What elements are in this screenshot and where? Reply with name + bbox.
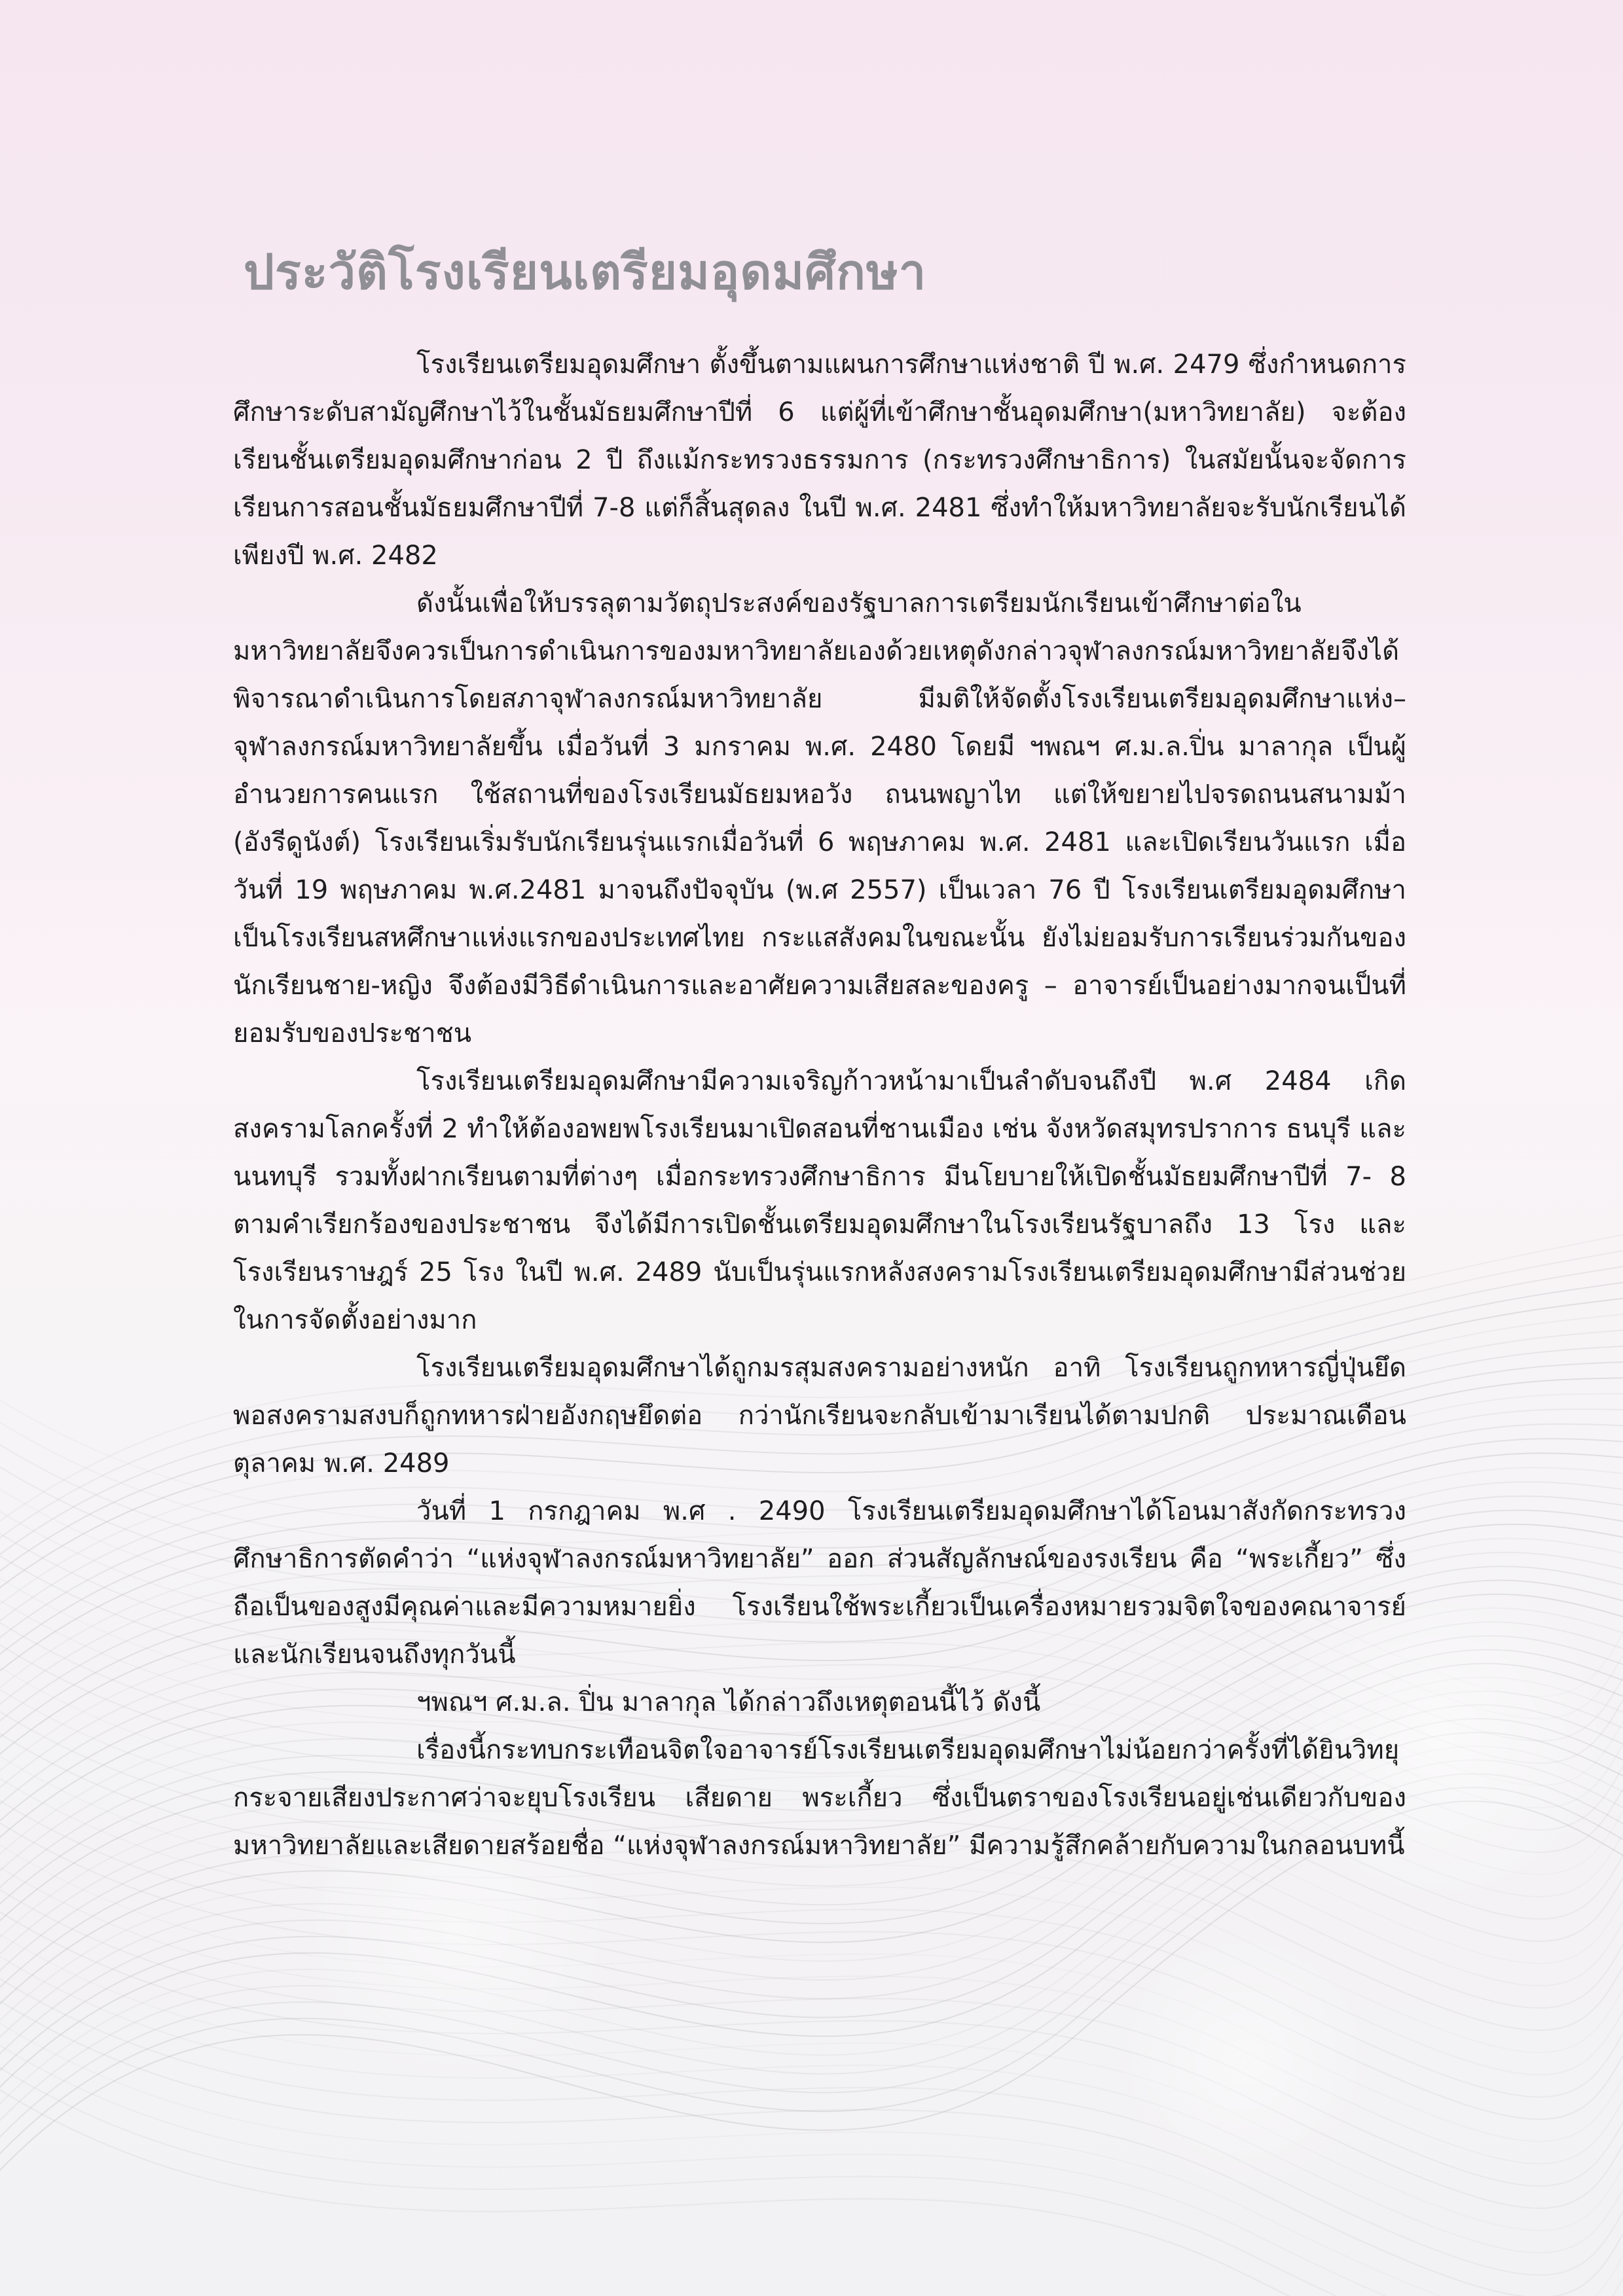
wave-line [0, 2020, 1623, 2296]
paragraph-transfer: วันที่ 1 กรกฎาคม พ.ศ . 2490 โรงเรียนเตรียมอุดมศึกษาได้โอนมาสังกัดกระทรวงศึกษาธิการตัดคำว่า “แห่งจุฬาลงกรณ์มหาวิทยาลัย” ออก ส่วนสัญลักษณ์ของรงเรียน คือ “พระเกี้ยว” ซึ่งถือเป็นของสูงมีคุณค่าและมีความหมายยิ่ง โรงเรียนใช้พระเกี้ยวเป็นเครื่องหมายรวมจิตใจของคณาจารย์และนักเรียนจนถึงทุกวันนี้ [233, 1496, 1407, 1670]
paragraph-quote-intro: ฯพณฯ ศ.ม.ล. ปิ่น มาลากุล ได้กล่าวถึงเหตุตอนนี้ไว้ ดังนี้ [416, 1687, 1041, 1717]
paragraph-quote: เรื่องนี้กระทบกระเทือนจิตใจอาจารย์โรงเรียนเตรียมอุดมศึกษาไม่น้อยกว่าครั้งที่ได้ยินวิทยุกระจายเสียงประกาศว่าจะยุบโรงเรียน เสียดาย พระเกี้ยว ซึ่งเป็นตราของโรงเรียนอยู่เช่นเดียวกับของมหาวิทยาลัยและเสียดายสร้อยชื่อ “แห่งจุฬาลงกรณ์มหาวิทยาลัย” มีความรู้สึกคล้ายกับความในกลอนบทนี้ [233, 1734, 1406, 1861]
paragraph-occupation: โรงเรียนเตรียมอุดมศึกษาได้ถูกมรสุมสงครามอย่างหนัก อาทิ โรงเรียนถูกทหารญี่ปุ่นยึดพอสงครามสงบก็ถูกทหารฝ่ายอังกฤษยึดต่อ กว่านักเรียนจะกลับเข้ามาเรียนได้ตามปกติ ประมาณเดือนตุลาคม พ.ศ. 2489 [233, 1352, 1406, 1479]
document-page [233, 243, 1406, 1870]
paragraph-war-period: โรงเรียนเตรียมอุดมศึกษามีความเจริญก้าวหน้ามาเป็นลำดับจนถึงปี พ.ศ 2484 เกิดสงครามโลกครั้งที่ 2 ทำให้ต้องอพยพโรงเรียนมาเปิดสอนที่ชานเมือง เช่น จังหวัดสมุทรปราการ ธนบุรี และนนทบุรี รวมทั้งฝากเรียนตามที่ต่างๆ เมื่อกระทรวงศึกษาธิการ มีนโยบายให้เปิดชั้นมัธยมศึกษาปีที่ 7- 8 ตามคำเรียกร้องของประชาชน จึงได้มีการเปิดชั้นเตรียมอุดมศึกษาในโรงเรียนรัฐบาลถึง 13 โรง และโรงเรียนราษฎร์ 25 โรง ในปี พ.ศ. 2489 นับเป็นรุ่นแรกหลังสงครามโรงเรียนเตรียมอุดมศึกษามีส่วนช่วยในการจัดตั้งอย่างมาก [233, 1066, 1407, 1335]
wave-line [0, 1975, 1623, 2296]
wave-line [0, 2042, 1623, 2296]
page-title: ประวัติโรงเรียนเตรียมอุดมศึกษา [244, 244, 927, 300]
paragraph-establishment: ดังนั้นเพื่อให้บรรลุตามวัตถุประสงค์ของรัฐบาลการเตรียมนักเรียนเข้าศึกษาต่อในมหาวิทยาลัยจึงควรเป็นการดำเนินการของมหาวิทยาลัยเองด้วยเหตุดังกล่าวจุฬาลงกรณ์มหาวิทยาลัยจึงได้พิจารณาดำเนินการโดยสภาจุฬาลงกรณ์มหาวิทยาลัย มีมติให้จัดตั้งโรงเรียนเตรียมอุดมศึกษาแห่ง–จุฬาลงกรณ์มหาวิทยาลัยขึ้น เมื่อวันที่ 3 มกราคม พ.ศ. 2480 โดยมี ฯพณฯ ศ.ม.ล.ปิ่น มาลากุล เป็นผู้อำนวยการคนแรก ใช้สถานที่ของโรงเรียนมัธยมหอวัง ถนนพญาไท แต่ให้ขยายไปจรดถนนสนามม้า (อังรีดูนังต์) โรงเรียนเริ่มรับนักเรียนรุ่นแรกเมื่อวันที่ 6 พฤษภาคม พ.ศ. 2481 และเปิดเรียนวันแรก เมื่อ วันที่ 19 พฤษภาคม พ.ศ.2481 มาจนถึงปัจจุบัน (พ.ศ 2557) เป็นเวลา 76 ปี โรงเรียนเตรียมอุดมศึกษาเป็นโรงเรียนสหศึกษาแห่งแรกของประเทศไทย กระแสสังคมในขณะนั้น ยังไม่ยอมรับการเรียนร่วมกันของนักเรียนชาย-หญิง จึงต้องมีวิธีดำเนินการและอาศัยความเสียสละของครู – อาจารย์เป็นอย่างมากจนเป็นที่ยอมรับของประชาชน [233, 588, 1406, 1049]
wave-line [0, 1998, 1623, 2296]
wave-line [0, 1864, 1623, 2186]
wave-line [0, 1886, 1623, 2208]
wave-line [0, 1953, 1623, 2275]
wave-line [0, 1931, 1623, 2253]
wave-line [0, 1909, 1623, 2231]
paragraph-founding: โรงเรียนเตรียมอุดมศึกษา ตั้งขึ้นตามแผนการศึกษาแห่งชาติ ปี พ.ศ. 2479 ซึ่งกำหนดการศึกษาระดับสามัญศึกษาไว้ในชั้นมัธยมศึกษาปีที่ 6 แต่ผู้ที่เข้าศึกษาชั้นอุดมศึกษา(มหาวิทยาลัย) จะต้องเรียนชั้นเตรียมอุดมศึกษาก่อน 2 ปี ถึงแม้กระทรวงธรรมการ (กระทรวงศึกษาธิการ) ในสมัยนั้นจะจัดการเรียนการสอนชั้นมัธยมศึกษาปีที่ 7-8 แต่ก็สิ้นสุดลง ในปี พ.ศ. 2481 ซึ่งทำให้มหาวิทยาลัยจะรับนักเรียนได้เพียงปี พ.ศ. 2482 [233, 349, 1406, 571]
